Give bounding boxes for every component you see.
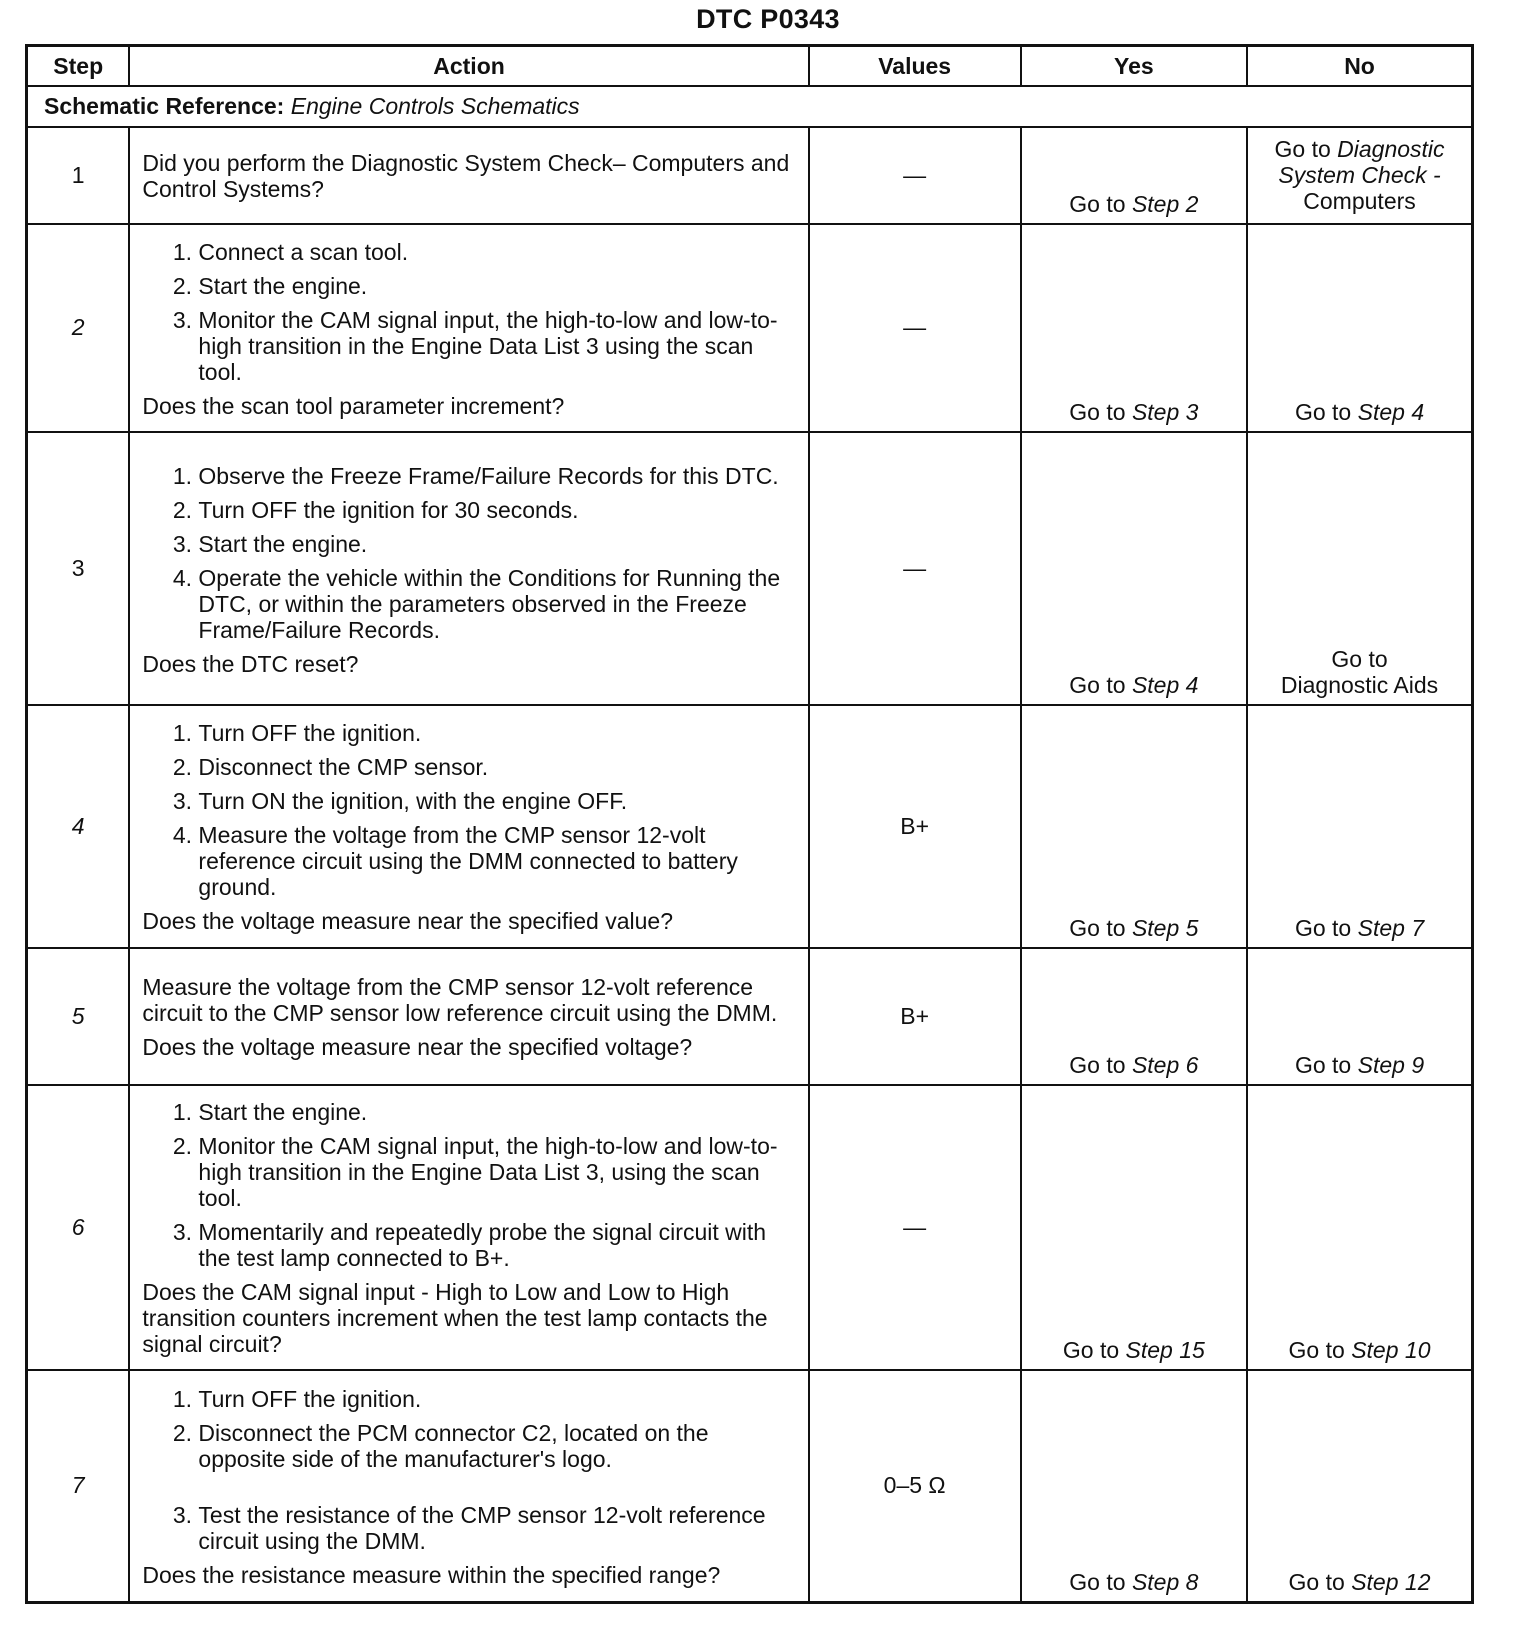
step-yes[interactable] (1021, 224, 1247, 432)
table-row (27, 224, 1473, 432)
step-yes[interactable] (1021, 948, 1247, 1085)
no-link[interactable]: Step 9 (1357, 1051, 1425, 1078)
step-no[interactable] (1247, 1370, 1472, 1603)
step-no[interactable] (1247, 705, 1472, 948)
no-line1: Go to (1331, 645, 1388, 672)
yes-link[interactable]: Step 2 (1131, 190, 1199, 217)
table-row (27, 127, 1473, 224)
yes-link[interactable]: Step 6 (1131, 1051, 1199, 1078)
yes-link[interactable]: Step 4 (1131, 671, 1199, 698)
yes-prefix: Go to (1069, 671, 1126, 698)
yes-prefix: Go to (1069, 914, 1126, 941)
step-action (129, 705, 808, 948)
step-action (129, 1370, 808, 1603)
instruction-item: 1. Connect a scan tool. (198, 239, 793, 265)
instruction-item: 4. Measure the voltage from the CMP sensor 12-volt reference circuit using the DMM connected to battery ground. (198, 822, 793, 900)
step-number: 1 (27, 127, 130, 224)
step-yes[interactable] (1021, 1370, 1247, 1603)
instruction-item: 3. Start the engine. (198, 531, 793, 557)
step-question: Does the resistance measure within the specified range? (142, 1561, 721, 1588)
step-instructions (142, 1099, 793, 1271)
schematic-link[interactable]: Engine Controls Schematics (290, 93, 580, 120)
yes-link[interactable]: Step 3 (1131, 399, 1199, 426)
step-value: — (809, 224, 1021, 432)
yes-prefix: Go to (1069, 1051, 1126, 1078)
step-value: — (809, 127, 1021, 224)
step-value: — (809, 1085, 1021, 1370)
step-yes[interactable] (1021, 127, 1247, 224)
step-action (129, 127, 808, 224)
instruction-item: 1. Turn OFF the ignition. (198, 1386, 793, 1412)
instruction-item: 3. Turn ON the ignition, with the engine OFF. (198, 788, 793, 814)
no-prefix: Go to (1294, 1051, 1352, 1078)
instruction-item: 1. Start the engine. (198, 1099, 793, 1125)
step-number: 5 (27, 948, 130, 1085)
yes-prefix: Go to (1062, 1336, 1120, 1363)
step-action (129, 948, 808, 1085)
step-question: Does the DTC reset? (142, 650, 359, 677)
step-question: Does the scan tool parameter increment? (142, 392, 565, 419)
step-question: Does the voltage measure near the specified voltage? (142, 1034, 693, 1061)
yes-link[interactable]: Step 5 (1131, 914, 1199, 941)
page-title: DTC P0343 (696, 4, 840, 34)
step-yes[interactable] (1021, 1085, 1247, 1370)
step-instructions (142, 463, 793, 643)
instruction-item: 1. Observe the Freeze Frame/Failure Records for this DTC. (198, 463, 793, 489)
instruction-item: 3. Test the resistance of the CMP sensor 12-volt reference circuit using the DMM. (198, 1502, 793, 1554)
header-yes: Yes (1021, 46, 1247, 87)
step-value: B+ (809, 948, 1021, 1085)
yes-prefix: Go to (1069, 1569, 1126, 1595)
no-suffix: Computers (1303, 187, 1416, 214)
table-row (27, 1085, 1473, 1370)
step-number: 7 (27, 1370, 130, 1603)
step-value: B+ (809, 705, 1021, 948)
instruction-item: 2. Start the engine. (198, 273, 793, 299)
instruction-item: 1. Turn OFF the ignition. (198, 720, 793, 746)
schematic-row (27, 86, 1473, 126)
no-link[interactable]: Step 12 (1351, 1569, 1431, 1595)
header-row (27, 46, 1473, 87)
no-prefix: Go to (1274, 135, 1331, 162)
step-instructions (142, 239, 793, 385)
no-link[interactable]: Step 10 (1351, 1336, 1431, 1363)
step-question: Does the CAM signal input - High to Low and Low to High transition counters increment when the test lamp contacts the signal circuit? (142, 1279, 768, 1358)
step-number: 3 (27, 432, 130, 705)
header-step: Step (27, 46, 130, 87)
step-number: 2 (27, 224, 130, 432)
table-row (27, 432, 1473, 705)
table-row (27, 705, 1473, 948)
instruction-item: 4. Operate the vehicle within the Conditions for Running the DTC, or within the parameters observed in the Freeze Frame/Failure Records. (198, 565, 793, 643)
step-action (129, 432, 808, 705)
step-yes[interactable] (1021, 705, 1247, 948)
step-question: Did you perform the Diagnostic System Check– Computers and Control Systems? (142, 150, 790, 203)
step-action (129, 224, 808, 432)
schematic-reference (27, 86, 1473, 126)
step-value: — (809, 432, 1021, 705)
diagnostic-table (25, 44, 1474, 1604)
step-no[interactable] (1247, 948, 1472, 1085)
step-question: Does the voltage measure near the specified value? (142, 908, 674, 935)
instruction-item: 2. Disconnect the PCM connector C2, located on the opposite side of the manufacturer's logo. (198, 1420, 793, 1472)
instruction-item: 3. Momentarily and repeatedly probe the signal circuit with the test lamp connected to B+. (198, 1219, 793, 1271)
step-number: 6 (27, 1085, 130, 1370)
step-yes[interactable] (1021, 432, 1247, 705)
table-row (27, 948, 1473, 1085)
step-instructions (142, 720, 793, 900)
instruction-item: 2. Turn OFF the ignition for 30 seconds. (198, 497, 793, 523)
no-prefix: Go to (1288, 1569, 1345, 1595)
schematic-label: Schematic Reference: (44, 93, 285, 120)
no-prefix: Go to (1288, 1336, 1345, 1363)
header-values: Values (809, 46, 1021, 87)
step-no[interactable] (1247, 432, 1472, 705)
instruction-item: 3. Monitor the CAM signal input, the high-to-low and low-to-high transition in the Engine Data List 3 using the scan tool. (198, 307, 793, 385)
yes-link[interactable]: Step 15 (1125, 1336, 1205, 1363)
no-link[interactable]: Diagnostic Aids (1280, 671, 1439, 698)
no-prefix: Go to (1294, 914, 1352, 941)
no-link[interactable]: Step 4 (1357, 399, 1425, 426)
no-link[interactable]: Step 7 (1357, 914, 1425, 941)
header-no: No (1247, 46, 1472, 87)
step-no[interactable] (1247, 127, 1472, 224)
header-action: Action (129, 46, 808, 87)
step-number: 4 (27, 705, 130, 948)
step-paragraph: Measure the voltage from the CMP sensor 12-volt reference circuit to the CMP sensor low reference circuit using the DMM. (142, 974, 778, 1027)
yes-prefix: Go to (1069, 399, 1126, 426)
step-value: 0–5 Ω (809, 1370, 1021, 1603)
yes-link[interactable]: Step 8 (1131, 1569, 1199, 1595)
step-no[interactable] (1247, 224, 1472, 432)
instruction-item: 2. Monitor the CAM signal input, the high-to-low and low-to-high transition in the Engine Data List 3, using the scan tool. (198, 1133, 793, 1211)
yes-prefix: Go to (1069, 190, 1126, 217)
step-instructions (142, 1386, 793, 1554)
instruction-item: 2. Disconnect the CMP sensor. (198, 754, 793, 780)
step-no[interactable] (1247, 1085, 1472, 1370)
no-link[interactable]: Diagnostic System Check - (1278, 135, 1445, 188)
no-prefix: Go to (1294, 399, 1352, 426)
table-row (27, 1370, 1473, 1603)
step-action (129, 1085, 808, 1370)
